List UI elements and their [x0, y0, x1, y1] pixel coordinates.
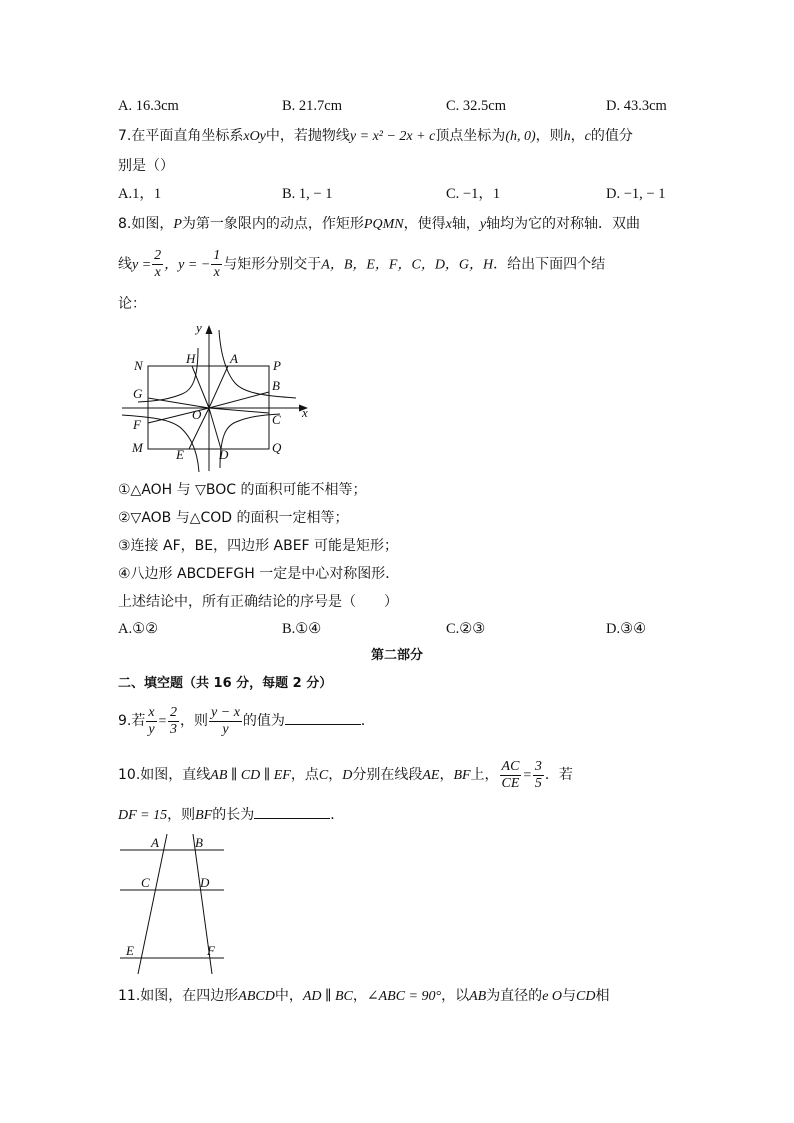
- q10-text-4: 分别在线段: [352, 767, 423, 783]
- label-d: D: [200, 875, 210, 890]
- q11-quad: ABCD: [238, 989, 275, 1004]
- label-d: D: [219, 447, 229, 462]
- q7-text-3: 顶点坐标为: [435, 128, 506, 144]
- q8-question: 上述结论中，所有正确结论的序号是（ ）: [118, 594, 398, 610]
- q10-bf2: BF: [195, 808, 213, 823]
- label-b: B: [195, 835, 203, 850]
- label-o: O: [192, 407, 202, 422]
- q8-stem: [118, 214, 640, 235]
- label-m: M: [132, 440, 143, 455]
- segment-oc: [209, 408, 269, 413]
- q11-ab: AB: [469, 989, 487, 1004]
- q8-text-5: 轴均为它的对称轴．双曲: [486, 216, 641, 232]
- label-f: F: [207, 943, 215, 958]
- line-ae: [138, 834, 167, 974]
- q10-stem-line2: [118, 804, 344, 826]
- q7-c: c: [584, 129, 591, 144]
- q8-text-4: 轴，: [451, 216, 480, 232]
- q8-frac-1-num: 2: [154, 248, 162, 263]
- y-axis-arrow: [206, 325, 213, 334]
- segment-oh: [192, 366, 209, 408]
- q10-frac-1: [500, 759, 522, 792]
- q7-option-d: D. −1, − 1: [606, 186, 666, 202]
- q9-post: 的值为: [242, 713, 285, 729]
- q11-parallel: AD ∥ BC: [302, 989, 353, 1004]
- q10-text-2: ，点: [290, 767, 319, 783]
- q10-bf: BF: [453, 768, 471, 783]
- q8-frac-2-num: 1: [213, 248, 221, 263]
- q7-point: (h, 0): [505, 129, 536, 144]
- q8-p: P: [173, 217, 182, 232]
- q7-sys: xOy: [243, 129, 266, 144]
- q7-text-2: 中，若抛物线: [265, 128, 350, 144]
- q10-c: C: [318, 768, 329, 783]
- q10-lines: AB ∥ CD ∥ EF: [210, 768, 291, 783]
- label-x: x: [302, 405, 308, 420]
- q6-option-b: B. 21.7cm: [282, 98, 343, 114]
- q8-stem-line2: [118, 248, 605, 282]
- q9-frac-1: [146, 705, 156, 738]
- label-e: E: [176, 447, 184, 462]
- q10-answer-blank[interactable]: [254, 804, 330, 819]
- q9-frac-3: [209, 705, 242, 738]
- label-c: C: [272, 412, 281, 427]
- label-y: y: [196, 320, 202, 335]
- q8-option-d: D.③④: [606, 621, 647, 637]
- segment-od: [209, 408, 221, 449]
- q7-text-6: 的值分: [590, 128, 633, 144]
- q7-option-a: A.1，1: [118, 186, 162, 202]
- q11-circle: e O: [542, 989, 563, 1004]
- q10-stem: [118, 754, 573, 797]
- q10-frac-2-num: 3: [534, 758, 542, 774]
- q11-text-4: ，以: [441, 988, 470, 1004]
- q9-frac-2-den: 3: [170, 721, 178, 737]
- q10-frac-2: [533, 759, 544, 792]
- q11-stem: [118, 986, 609, 1007]
- q11-cd: CD: [576, 989, 596, 1004]
- q10-d: D: [342, 768, 353, 783]
- q6-option-c: C. 32.5cm: [446, 98, 507, 114]
- q11-text-6: 与: [562, 988, 577, 1004]
- conclusion-2: ②▽AOB 与△COD 的面积一定相等；: [118, 510, 349, 526]
- q10-frac-2-den: 5: [534, 775, 542, 791]
- label-n: N: [134, 358, 143, 373]
- q8-text-2: 为第一象限内的动点，作矩形: [181, 216, 364, 232]
- q8-stem-line3: 论：: [118, 296, 146, 312]
- part-two-heading: 第二部分: [370, 648, 423, 663]
- conclusion-3: ③连接 AF，BE，四边形 ABEF 可能是矩形；: [118, 538, 399, 554]
- hyperbola-branch-q4: [220, 414, 280, 468]
- q11-text-2: 中，: [274, 988, 303, 1004]
- q9-frac-3-den: y: [222, 721, 229, 737]
- q9-frac-1-den: y: [148, 721, 155, 737]
- q7-option-b: B. 1, − 1: [282, 186, 333, 202]
- q8-option-c: C.②③: [446, 621, 486, 637]
- q8-option-b: B.①④: [282, 621, 322, 637]
- q8-frac-2-den: x: [213, 265, 220, 280]
- q9-end: ．: [360, 713, 375, 729]
- q9-eq: =: [157, 714, 168, 729]
- label-g: G: [133, 386, 143, 401]
- hyperbola-rectangle-figure: [118, 318, 314, 476]
- segment-oa: [209, 366, 228, 408]
- q7-option-c: C. −1，1: [446, 186, 501, 202]
- q9-mid: ，则: [180, 713, 209, 729]
- q10-text-5: ，: [439, 767, 454, 783]
- q7-text-1: 7.在平面直角坐标系: [118, 128, 244, 144]
- q10-text-7: ．若: [544, 767, 573, 783]
- q6-option-d: D. 43.3cm: [606, 98, 667, 114]
- q9-frac-2: [168, 705, 179, 738]
- label-e: E: [126, 943, 134, 958]
- q8-f2-lhs: ，y = −: [164, 257, 211, 273]
- q8-text-3: ，使得: [403, 216, 446, 232]
- q8-line2-post: 与矩形分别交于: [223, 256, 322, 273]
- q8-y: y: [479, 217, 487, 232]
- q9-frac-3-num: y − x: [211, 704, 240, 720]
- label-q: Q: [272, 440, 282, 455]
- q8-option-a: A.①②: [118, 621, 159, 637]
- q11-text-3: ，: [352, 988, 367, 1004]
- q8-line2-end: ．给出下面四个结: [493, 256, 606, 273]
- q8-points: A，B，E，F，C，D，G，H: [321, 257, 494, 273]
- q8-frac-2: [211, 248, 222, 281]
- q9-pre: 9.若: [118, 713, 146, 729]
- label-a: A: [230, 351, 238, 366]
- q10-eq: =: [522, 768, 532, 783]
- conclusion-1: ①△AOH 与 ▽BOC 的面积可能不相等；: [118, 482, 367, 498]
- q9-frac-2-num: 2: [170, 704, 178, 720]
- q10-text-1: 10.如图，直线: [118, 767, 211, 783]
- q8-frac-1: [152, 248, 163, 281]
- parallel-lines-figure: [118, 830, 228, 976]
- q8-x: x: [445, 217, 452, 232]
- q11-text-7: 相: [595, 988, 610, 1004]
- q11-text-5: 为直径的: [486, 988, 543, 1004]
- q8-f1-lhs: y =: [132, 257, 152, 273]
- section-two-heading: 二、填空题（共 16 分，每题 2 分）: [118, 676, 333, 691]
- q9-stem: [118, 700, 375, 743]
- label-p: P: [273, 358, 281, 373]
- q10-line2-b: ，则: [167, 807, 196, 823]
- q10-frac-1-num: AC: [501, 758, 520, 774]
- label-h: H: [186, 351, 196, 366]
- q10-ae: AE: [422, 768, 440, 783]
- label-b: B: [272, 378, 280, 393]
- q8-text-1: 8.如图，: [118, 216, 174, 232]
- q10-text-6: 上，: [470, 767, 499, 783]
- q7-stem-line2: 别是（）: [118, 158, 174, 174]
- q8-frac-1-den: x: [154, 265, 161, 280]
- q8-line2-pre: 线: [118, 256, 132, 273]
- q7-stem: [118, 126, 633, 147]
- label-c: C: [141, 875, 150, 890]
- label-a: A: [151, 835, 159, 850]
- q10-line2-c: 的长为: [212, 807, 255, 823]
- conclusion-4: ④八边形 ABCDEFGH 一定是中心对称图形．: [118, 566, 400, 582]
- q10-text-3: ，: [328, 767, 343, 783]
- q9-answer-blank[interactable]: [285, 710, 361, 725]
- q7-h: h: [563, 129, 571, 144]
- q10-end: ．: [330, 807, 345, 823]
- q8-rect: PQMN: [363, 217, 404, 232]
- q10-frac-1-den: CE: [501, 775, 520, 791]
- q7-eq: y = x² − 2x + c: [349, 129, 436, 144]
- label-f: F: [133, 417, 141, 432]
- q11-text-1: 11.如图，在四边形: [118, 988, 239, 1004]
- segment-ob: [209, 392, 269, 408]
- q7-text-5: ，: [570, 128, 585, 144]
- q6-option-a: A. 16.3cm: [118, 98, 179, 114]
- q10-df: DF = 15: [118, 808, 168, 823]
- q7-text-4: ，则: [535, 128, 564, 144]
- q9-frac-1-num: x: [148, 704, 155, 720]
- q11-angle: ∠ABC = 90°: [366, 989, 442, 1004]
